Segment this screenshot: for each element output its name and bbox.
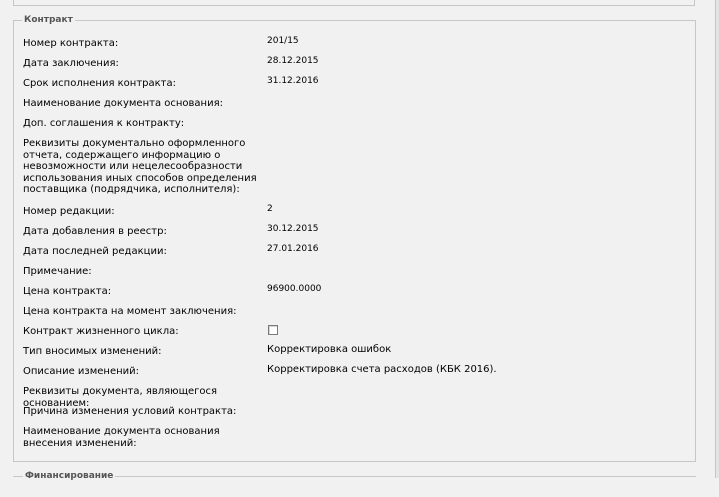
change-description-value: Корректировка счета расходов (КБК 2016). <box>267 364 497 375</box>
contract-number-label: Номер контракта: <box>23 38 119 49</box>
conclusion-date-value: 28.12.2015 <box>267 56 319 66</box>
registry-date-value: 30.12.2015 <box>267 224 319 234</box>
contract-fieldset <box>13 15 696 462</box>
last-revision-date-label: Дата последней редакции: <box>23 246 167 257</box>
conclusion-date-label: Дата заключения: <box>23 58 119 69</box>
last-revision-date-value: 27.01.2016 <box>267 244 319 254</box>
basis-document-details-label: Реквизиты документа, являющегося основанием: <box>23 386 218 409</box>
contract-price-label: Цена контракта: <box>23 286 112 297</box>
price-at-conclusion-label: Цена контракта на момент заключения: <box>23 306 237 317</box>
contract-price-value: 96900.0000 <box>267 284 322 294</box>
financing-legend: Финансирование <box>25 471 114 481</box>
financing-fieldset <box>13 471 696 497</box>
lifecycle-contract-label: Контракт жизненного цикла: <box>23 326 179 337</box>
additional-agreements-label: Доп. соглашения к контракту: <box>23 118 185 129</box>
report-details-label: Реквизиты документально оформленного отчета, содержащего информацию о невозможности или нецелесообразности использования иных способов определения поставщика (подрядчика, исполнителя): <box>23 138 257 195</box>
change-type-label: Тип вносимых изменений: <box>23 346 162 357</box>
change-reason-label: Причина изменения условий контракта: <box>23 406 237 417</box>
note-label: Примечание: <box>23 266 92 277</box>
scrollbar-edge[interactable] <box>715 0 719 478</box>
execution-term-label: Срок исполнения контракта: <box>23 78 176 89</box>
previous-section-box <box>13 0 695 6</box>
execution-term-value: 31.12.2016 <box>267 76 319 86</box>
contract-number-value: 201/15 <box>267 36 299 46</box>
lifecycle-contract-checkbox[interactable] <box>268 325 278 335</box>
revision-number-label: Номер редакции: <box>23 206 115 217</box>
contract-legend: Контракт <box>24 15 73 25</box>
registry-date-label: Дата добавления в реестр: <box>23 226 167 237</box>
change-description-label: Описание изменений: <box>23 366 140 377</box>
basis-document-name-label: Наименование документа основания: <box>23 98 223 109</box>
change-type-value: Корректировка ошибок <box>267 344 392 355</box>
revision-number-value: 2 <box>267 204 273 214</box>
change-basis-document-name-label: Наименование документа основания внесения изменений: <box>23 426 220 449</box>
